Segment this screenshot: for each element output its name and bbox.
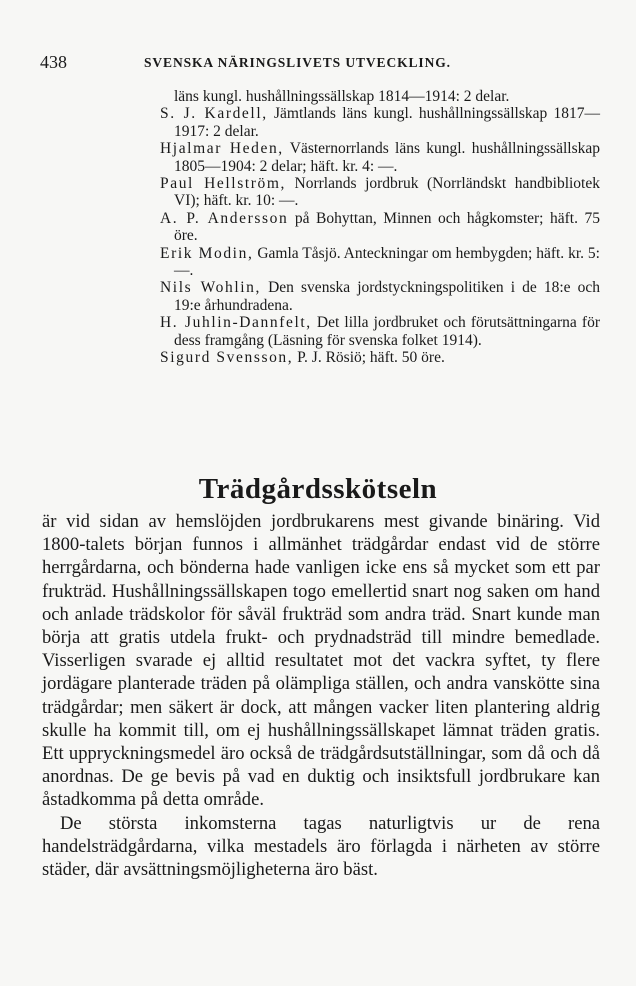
- entry-text: Gamla Tåsjö. Anteckningar om hembygden; häft. kr. 5: —.: [174, 244, 600, 280]
- body-text: [42, 510, 600, 881]
- entry-author: Erik Modin,: [160, 244, 254, 262]
- bibliography-entry: [160, 349, 600, 366]
- bibliography-entry: [160, 175, 600, 210]
- page-number: 438: [40, 52, 67, 72]
- bibliography-list: [160, 88, 600, 367]
- entry-author: A. P. Andersson: [160, 209, 289, 227]
- entry-author: Paul Hellström,: [160, 175, 286, 193]
- section-title: Trädgårdsskötseln: [198, 473, 438, 506]
- entry-author: Hjalmar Heden,: [160, 140, 284, 158]
- entry-author: S. J. Kardell,: [160, 105, 268, 123]
- entry-author: Sigurd Svensson,: [160, 349, 294, 367]
- entry-text: läns kungl. hushållningssällskap 1814—1914: 2 delar.: [174, 88, 510, 105]
- entry-author: Nils Wohlin,: [160, 279, 261, 297]
- body-paragraph: De största inkomsterna tagas naturligtvis ur de rena handelsträdgårdarna, vilka mestadels äro förlagda i närheten av större städer, där avsättningsmöjligheterna äro bäst.: [42, 812, 600, 881]
- page-header: [40, 52, 600, 74]
- entry-text: P. J. Rösiö; häft. 50 öre.: [293, 349, 445, 367]
- entry-text: Norrlands jordbruk (Norrländskt handbibliotek VI); häft. kr. 10: —.: [174, 175, 600, 210]
- entry-text: Västernorrlands läns kungl. hushållningssällskap 1805—1904: 2 delar; häft. kr. 4: —.: [174, 140, 600, 175]
- entry-author: H. Juhlin-Dannfelt,: [160, 314, 312, 332]
- running-head: SVENSKA NÄRINGSLIVETS UTVECKLING.: [144, 55, 451, 70]
- entry-text: på Bohyttan, Minnen och hågkomster; häft. 75 öre.: [174, 209, 600, 245]
- entry-text: Det lilla jordbruket och förutsättningarna för dess framgång (Läsning för svenska folket 1914).: [174, 314, 600, 349]
- bibliography-entry: [160, 140, 600, 175]
- entry-text: Den svenska jordstyckningspolitiken i de 18:e och 19:e århundradena.: [174, 279, 601, 314]
- body-paragraph: är vid sidan av hemslöjden jordbrukarens mest givande binäring. Vid 1800-talets början funnos i allmänhet trädgårdar endast vid de större herrgårdarna, och bönderna hade vanligen icke ens så mycket som ett par frukträd. Hushållningssällskapen togo emellertid snart nog saken om hand och anlade trädskolor för såväl frukträd som andra träd. Snart kunde man börja att gratis utdela frukt- och prydnadsträd till mindre bemedlade. Visserligen svarade ej alltid resultatet mot det vackra syftet, ty flere jordägare planterade träden på olämpliga ställen, och andra vanskötte sina trädgårdar; men säkert är dock, att mången vacker liten plantering aldrig skulle ha kommit till, om ej hushållningssällskapet lämnat träden gratis. Ett uppryckningsmedel äro också de trädgårdsutställningar, som då och då anordnas. De ge bevis på vad en duktig och insiktsfull jordbrukare kan åstadkomma på detta område.: [42, 511, 600, 811]
- entry-text: Jämtlands läns kungl. hushållningssällskap 1817—1917: 2 delar.: [174, 105, 600, 140]
- bibliography-entry: [160, 210, 600, 245]
- bibliography-entry: [160, 314, 600, 349]
- bibliography-entry: [160, 105, 600, 140]
- bibliography-entry: [160, 88, 600, 105]
- bibliography-entry: [160, 279, 600, 314]
- bibliography-entry: [160, 245, 600, 280]
